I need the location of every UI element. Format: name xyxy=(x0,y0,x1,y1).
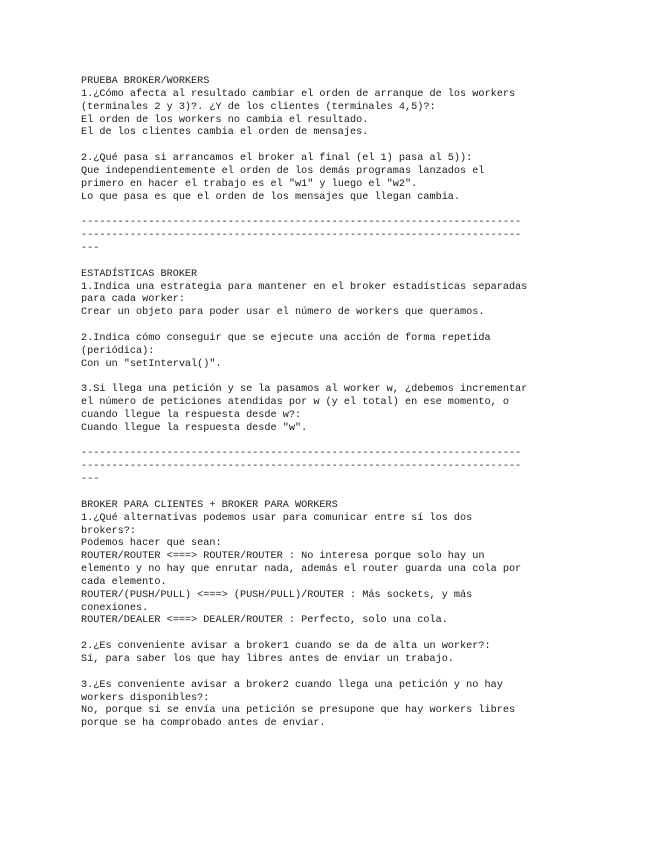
text-line: 2.¿Es conveniente avisar a broker1 cuando se da de alta un worker?: xyxy=(81,641,491,653)
text-line: Con un "setInterval()". xyxy=(81,358,222,370)
text-line: el número de peticiones atendidas por w (y el total) en ese momento, o xyxy=(81,397,509,409)
text-line: Cuando llegue la respuesta desde "w". xyxy=(81,422,308,434)
text-line: Podemos hacer que sean: xyxy=(81,538,222,550)
text-line: 1.¿Qué alternativas podemos usar para comunicar entre sí los dos xyxy=(81,512,473,524)
text-line: 1.¿Cómo afecta al resultado cambiar el orden de arranque de los workers xyxy=(81,88,516,100)
text-line: PRUEBA BROKER/WORKERS xyxy=(81,76,210,87)
separator-line: ------------------------------------------------------------------------ xyxy=(81,230,522,242)
text-line: Sí, para saber los que hay libres antes de enviar un trabajo. xyxy=(81,653,454,665)
blank-line xyxy=(81,204,581,217)
text-line: workers disponibles?: xyxy=(81,692,210,704)
text-line: cada elemento. xyxy=(81,576,167,588)
text-line: brokers?: xyxy=(81,525,137,537)
text-line: ROUTER/DEALER <===> DEALER/ROUTER : Perfecto, solo una cola. xyxy=(81,615,448,627)
text-line: conexiones. xyxy=(81,602,149,614)
text-line: 2.Indica cómo conseguir que se ejecute una acción de forma repetida xyxy=(81,332,491,344)
text-line: 3.Si llega una petición y se la pasamos al worker w, ¿debemos incrementar xyxy=(81,384,528,396)
separator-line: ------------------------------------------------------------------------ xyxy=(81,217,522,229)
text-line: ESTADÍSTICAS BROKER xyxy=(81,268,198,280)
separator-line: --- xyxy=(81,242,100,254)
blank-line xyxy=(81,628,581,641)
text-line: primero en hacer el trabajo es el "w1" y luego el "w2". xyxy=(81,178,418,190)
text-line: El de los clientes cambia el orden de mensajes. xyxy=(81,127,369,139)
text-line: ROUTER/(PUSH/PULL) <===> (PUSH/PULL)/ROUTER : Más sockets, y más xyxy=(81,589,473,601)
document-body xyxy=(81,76,581,731)
text-line: Que independientemente el orden de los demás programas lanzados el xyxy=(81,165,485,177)
blank-line xyxy=(81,487,581,500)
separator-line: ------------------------------------------------------------------------ xyxy=(81,461,522,473)
text-line: No, porque si se envía una petición se presupone que hay workers libres xyxy=(81,705,516,717)
text-line: para cada worker: xyxy=(81,294,185,306)
text-line: (periódica): xyxy=(81,345,155,357)
text-line: 2.¿Qué pasa si arrancamos el broker al final (el 1) pasa al 5)): xyxy=(81,153,473,165)
blank-line xyxy=(81,256,581,269)
text-line: El orden de los workers no cambia el resultado. xyxy=(81,114,369,126)
text-line: BROKER PARA CLIENTES + BROKER PARA WORKERS xyxy=(81,499,338,511)
separator-line: --- xyxy=(81,474,100,486)
text-line: cuando llegue la respuesta desde w?: xyxy=(81,409,302,421)
text-line: Crear un objeto para poder usar el número de workers que queramos. xyxy=(81,307,485,319)
text-line: 1.Indica una estrategia para mantener en el broker estadísticas separadas xyxy=(81,281,528,293)
blank-line xyxy=(81,371,581,384)
text-line: ROUTER/ROUTER <===> ROUTER/ROUTER : No interesa porque solo hay un xyxy=(81,551,485,563)
blank-line xyxy=(81,320,581,333)
blank-line xyxy=(81,667,581,680)
separator-line: ------------------------------------------------------------------------ xyxy=(81,448,522,460)
text-line: Lo que pasa es que el orden de los mensajes que llegan cambia. xyxy=(81,191,461,203)
text-line: (terminales 2 y 3)?. ¿Y de los clientes (terminales 4,5)?: xyxy=(81,101,436,113)
blank-line xyxy=(81,436,581,449)
blank-line xyxy=(81,140,581,153)
text-line: elemento y no hay que enrutar nada, además el router guarda una cola por xyxy=(81,564,522,576)
text-line: 3.¿Es conveniente avisar a broker2 cuando llega una petición y no hay xyxy=(81,679,503,691)
text-line: porque se ha comprobado antes de enviar. xyxy=(81,718,326,730)
